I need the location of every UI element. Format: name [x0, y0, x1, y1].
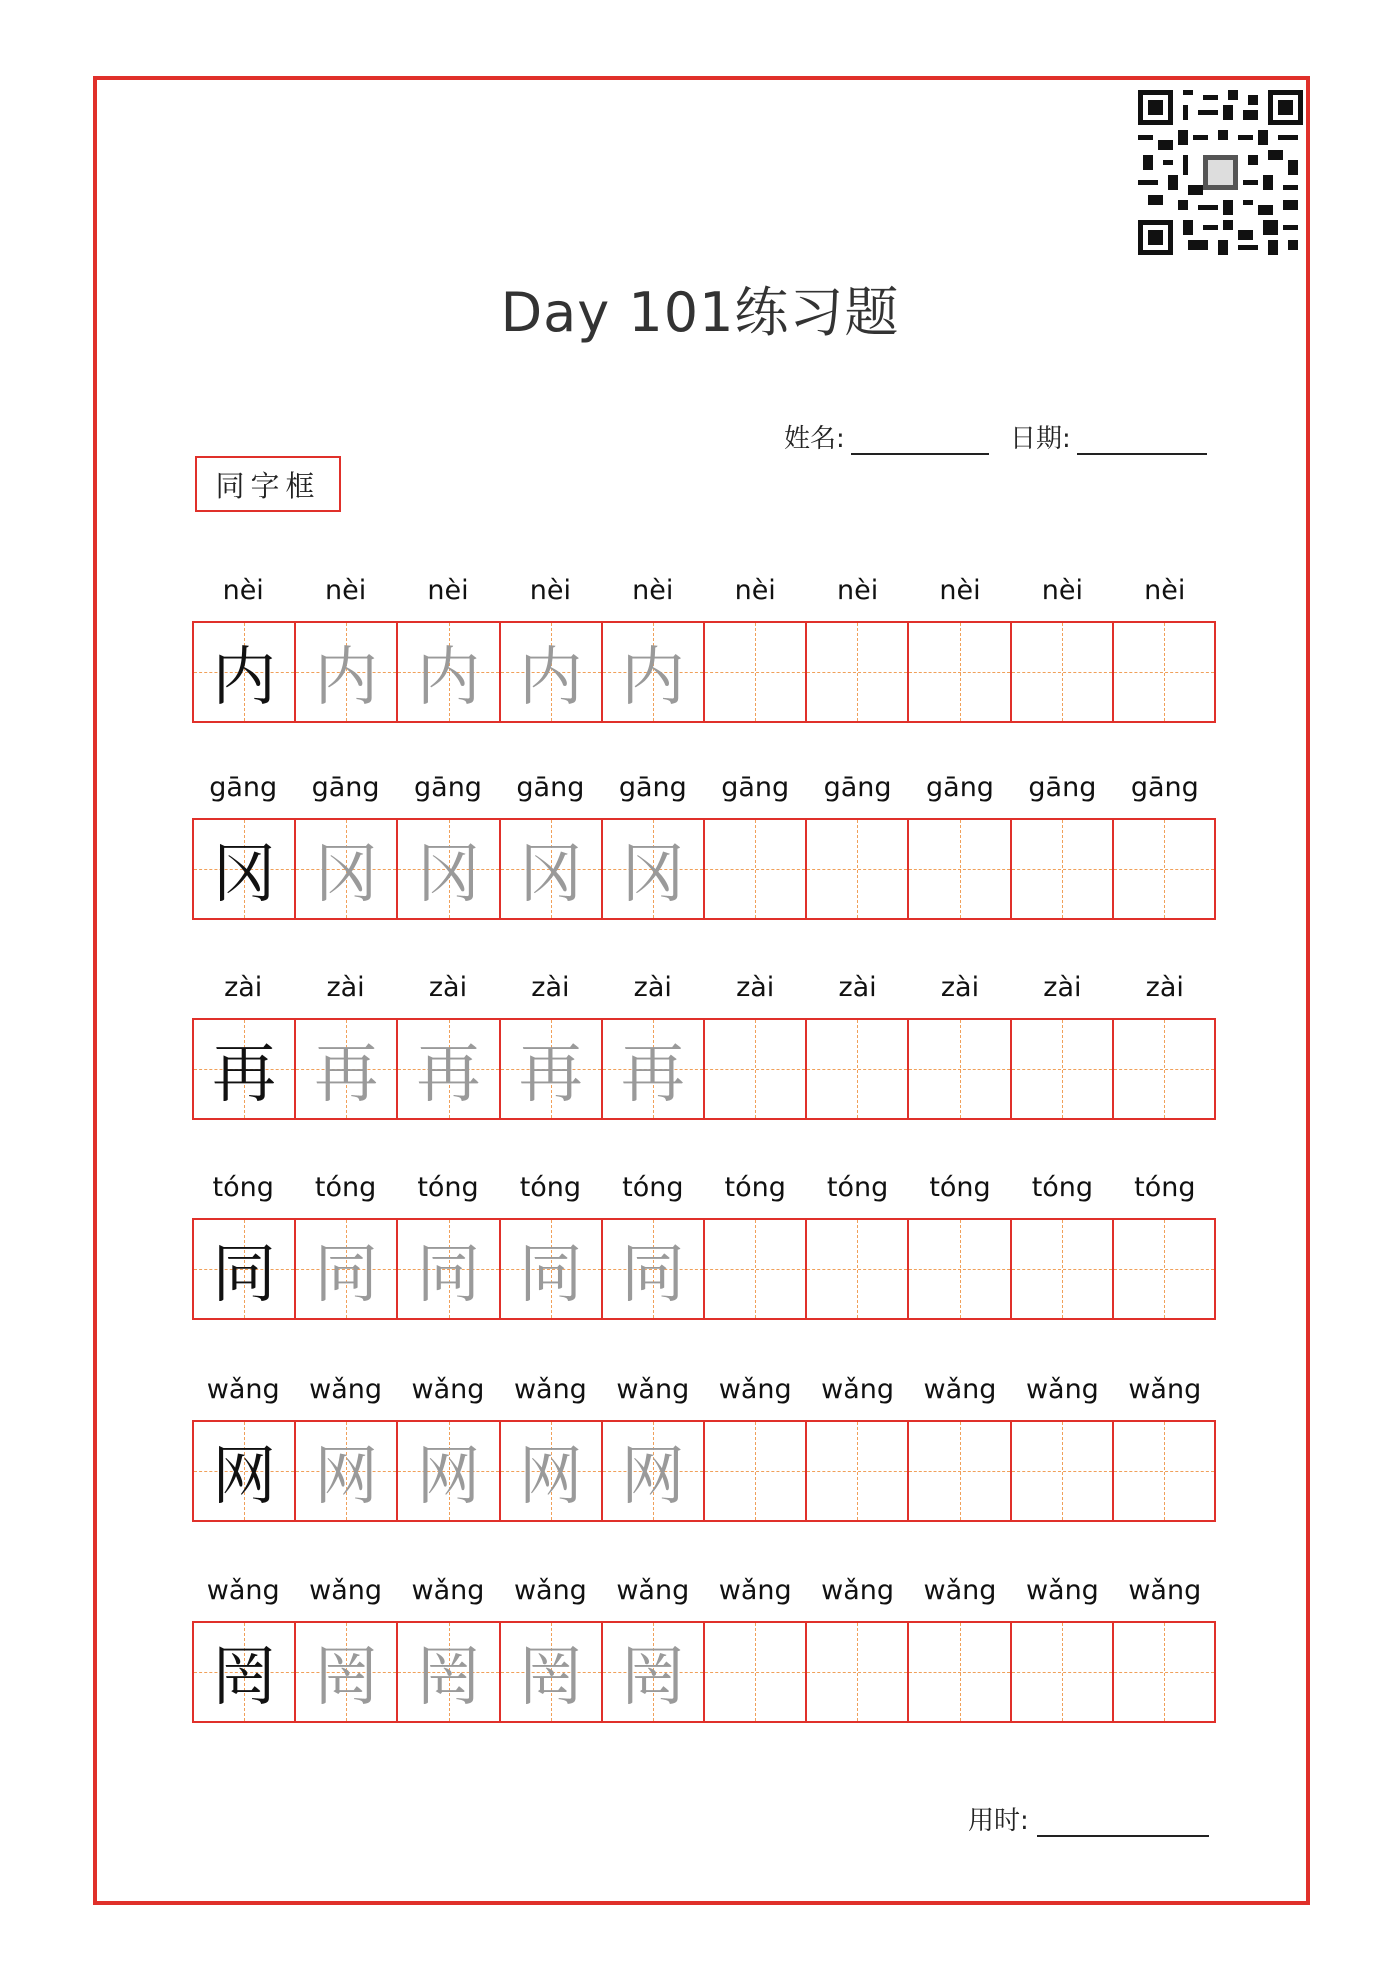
pinyin-label: tóng	[212, 1172, 274, 1203]
writing-cell[interactable]	[807, 623, 909, 721]
writing-cell[interactable]	[1012, 623, 1114, 721]
practice-row	[192, 1172, 1216, 1312]
pinyin-label: wǎng	[821, 1374, 895, 1405]
timer-blank[interactable]	[1037, 1807, 1209, 1837]
pinyin-label: zài	[428, 972, 468, 1003]
pinyin-label: wǎng	[718, 1575, 792, 1606]
practice-row	[192, 772, 1216, 912]
model-character: 罔	[212, 1641, 277, 1715]
writing-cell[interactable]	[909, 623, 1011, 721]
pinyin-label: gāng	[926, 772, 994, 803]
character-cell	[603, 1020, 705, 1118]
pinyin-label: zài	[326, 972, 365, 1003]
trace-character: 网	[620, 1440, 685, 1514]
practice-row	[192, 972, 1216, 1112]
pinyin-label: zài	[736, 972, 775, 1003]
writing-cell[interactable]	[705, 1020, 807, 1118]
date-label: 日期:	[1010, 424, 1071, 454]
trace-character: 再	[620, 1038, 685, 1112]
writing-cell[interactable]	[807, 1220, 909, 1318]
pinyin-label: tóng	[724, 1172, 786, 1203]
pinyin-label: tóng	[1031, 1172, 1094, 1203]
pinyin-label: zài	[1043, 972, 1082, 1003]
pinyin-label: zài	[838, 972, 877, 1003]
trace-character: 网	[416, 1440, 481, 1514]
pinyin-label: zài	[531, 972, 570, 1003]
pinyin-label: gāng	[209, 772, 278, 803]
pinyin-label: nèi	[836, 575, 879, 606]
radical-badge: 同字框	[195, 456, 341, 512]
character-cell	[398, 820, 500, 918]
pinyin-label: gāng	[618, 772, 687, 803]
trace-character: 再	[518, 1038, 583, 1112]
qr-code	[1138, 90, 1303, 255]
trace-character: 冈	[416, 838, 481, 912]
writing-cell[interactable]	[705, 1422, 807, 1520]
pinyin-label: tóng	[929, 1172, 991, 1203]
pinyin-row	[192, 1374, 1216, 1424]
trace-character: 同	[314, 1238, 379, 1312]
trace-character: 内	[314, 641, 379, 715]
trace-character: 内	[620, 641, 685, 715]
writing-cell[interactable]	[1114, 820, 1214, 918]
name-field[interactable]	[784, 418, 989, 455]
trace-character: 冈	[518, 838, 583, 912]
pinyin-label: wǎng	[718, 1374, 792, 1405]
model-character: 内	[212, 641, 277, 715]
tianzige-grid	[192, 818, 1216, 920]
pinyin-label: tóng	[417, 1172, 479, 1203]
pinyin-label: nèi	[529, 575, 571, 606]
pinyin-label: tóng	[622, 1172, 684, 1203]
tianzige-grid	[192, 1621, 1216, 1723]
model-character: 冈	[212, 838, 277, 912]
trace-character: 同	[518, 1238, 583, 1312]
character-cell	[194, 1220, 296, 1318]
writing-cell[interactable]	[909, 1623, 1011, 1721]
practice-row	[192, 575, 1216, 715]
character-cell	[398, 623, 500, 721]
writing-cell[interactable]	[1012, 1220, 1114, 1318]
name-label: 姓名:	[784, 424, 845, 454]
writing-cell[interactable]	[1012, 1020, 1114, 1118]
pinyin-label: wǎng	[411, 1374, 485, 1405]
pinyin-label: tóng	[826, 1172, 889, 1203]
pinyin-label: tóng	[314, 1172, 377, 1203]
writing-cell[interactable]	[1012, 1623, 1114, 1721]
writing-cell[interactable]	[705, 820, 807, 918]
tianzige-grid	[192, 1218, 1216, 1320]
pinyin-row	[192, 1172, 1216, 1222]
pinyin-label: nèi	[324, 575, 367, 606]
character-cell	[501, 1623, 603, 1721]
writing-cell[interactable]	[909, 1422, 1011, 1520]
writing-cell[interactable]	[807, 820, 909, 918]
pinyin-label: nèi	[427, 575, 469, 606]
character-cell	[296, 1020, 398, 1118]
trace-character: 冈	[620, 838, 685, 912]
writing-cell[interactable]	[909, 1220, 1011, 1318]
pinyin-label: zài	[633, 972, 672, 1003]
pinyin-label: wǎng	[923, 1575, 997, 1606]
character-cell	[501, 1020, 603, 1118]
trace-character: 冈	[314, 838, 379, 912]
writing-cell[interactable]	[909, 820, 1011, 918]
pinyin-label: zài	[224, 972, 263, 1003]
writing-cell[interactable]	[807, 1020, 909, 1118]
pinyin-label: nèi	[1041, 575, 1083, 606]
pinyin-label: gāng	[721, 772, 790, 803]
pinyin-label: wǎng	[616, 1575, 690, 1606]
pinyin-row	[192, 575, 1216, 625]
writing-cell[interactable]	[1012, 1422, 1114, 1520]
pinyin-label: wǎng	[206, 1374, 280, 1405]
date-field[interactable]	[1010, 418, 1207, 455]
pinyin-label: wǎng	[206, 1575, 280, 1606]
trace-character: 内	[416, 641, 481, 715]
trace-character: 罔	[416, 1641, 481, 1715]
pinyin-label: gāng	[1028, 772, 1097, 803]
character-cell	[398, 1422, 500, 1520]
trace-character: 同	[620, 1238, 685, 1312]
character-cell	[296, 1623, 398, 1721]
character-cell	[501, 623, 603, 721]
pinyin-label: tóng	[519, 1172, 582, 1203]
trace-character: 罔	[314, 1641, 379, 1715]
trace-character: 网	[314, 1440, 379, 1514]
character-cell	[603, 1623, 705, 1721]
pinyin-label: wǎng	[1128, 1374, 1202, 1405]
pinyin-label: zài	[940, 972, 980, 1003]
character-cell	[398, 1220, 500, 1318]
character-cell	[194, 1422, 296, 1520]
trace-character: 同	[416, 1238, 481, 1312]
character-cell	[603, 1422, 705, 1520]
character-cell	[501, 820, 603, 918]
tianzige-grid	[192, 1420, 1216, 1522]
character-cell	[296, 1422, 398, 1520]
writing-cell[interactable]	[1114, 1220, 1214, 1318]
pinyin-row	[192, 1575, 1216, 1625]
writing-cell[interactable]	[705, 1623, 807, 1721]
character-cell	[603, 820, 705, 918]
date-blank[interactable]	[1077, 425, 1207, 455]
character-cell	[398, 1020, 500, 1118]
pinyin-label: gāng	[1130, 772, 1199, 803]
name-blank[interactable]	[851, 425, 989, 455]
writing-cell[interactable]	[1114, 1020, 1214, 1118]
practice-row	[192, 1374, 1216, 1514]
pinyin-label: wǎng	[411, 1575, 485, 1606]
pinyin-label: tóng	[1134, 1172, 1196, 1203]
pinyin-label: gāng	[414, 772, 482, 803]
pinyin-label: nèi	[939, 575, 981, 606]
writing-cell[interactable]	[909, 1020, 1011, 1118]
tianzige-grid	[192, 621, 1216, 723]
character-cell	[296, 623, 398, 721]
pinyin-row	[192, 772, 1216, 822]
pinyin-label: wǎng	[923, 1374, 997, 1405]
model-character: 再	[212, 1038, 277, 1112]
pinyin-label: gāng	[516, 772, 585, 803]
writing-cell[interactable]	[1114, 1422, 1214, 1520]
writing-cell[interactable]	[807, 1422, 909, 1520]
writing-cell[interactable]	[1114, 623, 1214, 721]
pinyin-label: nèi	[734, 575, 776, 606]
practice-row	[192, 1575, 1216, 1715]
character-cell	[398, 1623, 500, 1721]
character-cell	[603, 1220, 705, 1318]
pinyin-row	[192, 972, 1216, 1022]
timer-label: 用时:	[968, 1806, 1029, 1836]
pinyin-label: wǎng	[1128, 1575, 1202, 1606]
writing-cell[interactable]	[1114, 1623, 1214, 1721]
tianzige-grid	[192, 1018, 1216, 1120]
pinyin-label: zài	[1145, 972, 1184, 1003]
trace-character: 网	[518, 1440, 583, 1514]
trace-character: 内	[518, 641, 583, 715]
pinyin-label: wǎng	[309, 1374, 383, 1405]
writing-cell[interactable]	[705, 1220, 807, 1318]
timer-field[interactable]	[968, 1800, 1209, 1837]
pinyin-label: nèi	[222, 575, 264, 606]
character-cell	[603, 623, 705, 721]
character-cell	[296, 1220, 398, 1318]
character-cell	[296, 820, 398, 918]
character-cell	[194, 820, 296, 918]
pinyin-label: wǎng	[821, 1575, 895, 1606]
pinyin-label: wǎng	[1025, 1575, 1099, 1606]
pinyin-label: wǎng	[616, 1374, 690, 1405]
pinyin-label: wǎng	[513, 1575, 587, 1606]
pinyin-label: nèi	[1144, 575, 1186, 606]
trace-character: 罔	[518, 1641, 583, 1715]
model-character: 网	[212, 1440, 277, 1514]
writing-cell[interactable]	[807, 1623, 909, 1721]
character-cell	[501, 1422, 603, 1520]
trace-character: 罔	[620, 1641, 685, 1715]
character-cell	[194, 1623, 296, 1721]
character-cell	[194, 1020, 296, 1118]
character-cell	[194, 623, 296, 721]
pinyin-label: wǎng	[513, 1374, 587, 1405]
page-title: Day 101练习题	[500, 281, 900, 344]
character-cell	[501, 1220, 603, 1318]
pinyin-label: gāng	[311, 772, 380, 803]
pinyin-label: wǎng	[309, 1575, 383, 1606]
writing-cell[interactable]	[1012, 820, 1114, 918]
pinyin-label: nèi	[632, 575, 674, 606]
trace-character: 再	[416, 1038, 481, 1112]
pinyin-label: gāng	[823, 772, 892, 803]
writing-cell[interactable]	[705, 623, 807, 721]
trace-character: 再	[314, 1038, 379, 1112]
pinyin-label: wǎng	[1025, 1374, 1099, 1405]
model-character: 同	[212, 1238, 277, 1312]
